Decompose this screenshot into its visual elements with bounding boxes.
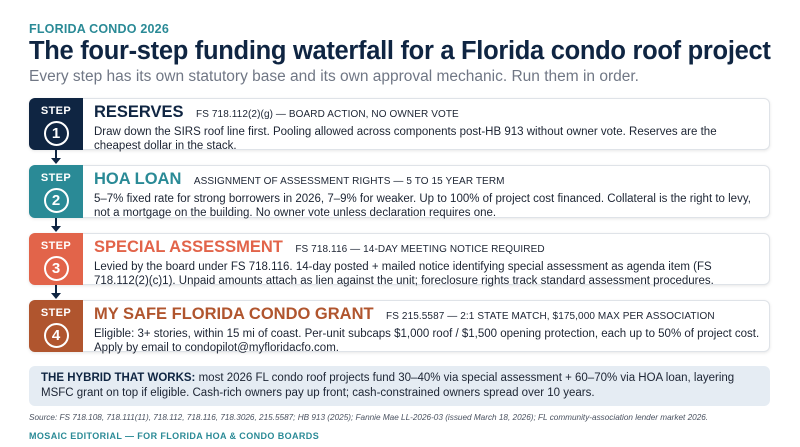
step-number-icon: 2	[44, 188, 69, 213]
step-badge	[29, 98, 83, 150]
step-number-icon: 3	[44, 256, 69, 281]
step-description: Draw down the SIRS roof line first. Pooling allowed across components post-HB 913 without owner vote. Reserves are the cheapest dollar in the stack.	[94, 126, 717, 152]
page-title: The four-step funding waterfall for a Florida condo roof project	[29, 37, 771, 65]
kicker: FLORIDA CONDO 2026	[29, 22, 169, 36]
step-description: Eligible: 3+ stories, within 15 mi of coast. Per-unit subcaps $1,000 roof / $1,500 opening protection, each up to 50% of project cost. Apply by email to condopilot@myfloridacfo.com.	[94, 328, 760, 354]
hybrid-callout	[29, 366, 770, 406]
step-title: MY SAFE FLORIDA CONDO GRANT	[94, 305, 374, 323]
step-badge-label: STEP	[40, 172, 72, 184]
step-statute: FS 718.112(2)(g) — BOARD ACTION, NO OWNER VOTE	[196, 109, 459, 120]
step-badge-label: STEP	[40, 307, 72, 319]
step-badge	[29, 165, 83, 218]
page-subtitle: Every step has its own statutory base and its own approval mechanic. Run them in order.	[29, 68, 639, 85]
step-description: 5–7% fixed rate for strong borrowers in 2026, 7–9% for weaker. Up to 100% of project cost financed. Collateral is the right to levy, not a mortgage on the building. No owner vote unless declaration requires one.	[94, 193, 751, 219]
step-card-hoa-loan	[29, 165, 770, 218]
step-badge	[29, 300, 83, 352]
step-card-msfc-grant	[29, 300, 770, 352]
step-title: HOA LOAN	[94, 170, 182, 188]
arrow-down-icon	[51, 158, 61, 164]
step-card-special-assessment	[29, 233, 770, 285]
step-number-icon: 4	[44, 323, 69, 348]
arrow-down-icon	[51, 226, 61, 232]
step-title: RESERVES	[94, 103, 184, 121]
step-badge	[29, 233, 83, 285]
step-badge-label: STEP	[40, 240, 72, 252]
hybrid-text: most 2026 FL condo roof projects fund 30–40% via special assessment + 60–70% via HOA loan, layering MSFC grant on top if eligible. Cash-rich owners pay up front; cash-constrained owners spread over 10 years.	[41, 372, 735, 399]
source-note: Source: FS 718.108, 718.111(11), 718.112, 718.116, 718.3026, 215.5587; HB 913 (2025); Fannie Mae LL-2026-03 (issued March 18, 2026); FL community-association lender market 2026.	[29, 413, 709, 422]
step-statute: FS 718.116 — 14-DAY MEETING NOTICE REQUIRED	[295, 244, 545, 255]
footer-credit: MOSAIC EDITORIAL — FOR FLORIDA HOA & CONDO BOARDS	[29, 431, 320, 441]
step-statute: FS 215.5587 — 2:1 STATE MATCH, $175,000 MAX PER ASSOCIATION	[386, 311, 715, 322]
step-title: SPECIAL ASSESSMENT	[94, 238, 283, 256]
hybrid-label: THE HYBRID THAT WORKS:	[41, 372, 196, 384]
step-badge-label: STEP	[40, 105, 72, 117]
step-card-reserves	[29, 98, 770, 150]
step-description: Levied by the board under FS 718.116. 14-day posted + mailed notice identifying special assessment as agenda item (FS 718.112(2)(c)1). Unpaid amounts attach as lien against the unit; foreclosure rights track standard assessment procedures.	[94, 261, 714, 287]
step-statute: ASSIGNMENT OF ASSESSMENT RIGHTS — 5 TO 15 YEAR TERM	[193, 176, 505, 187]
step-number-icon: 1	[44, 121, 69, 146]
arrow-down-icon	[51, 293, 61, 299]
